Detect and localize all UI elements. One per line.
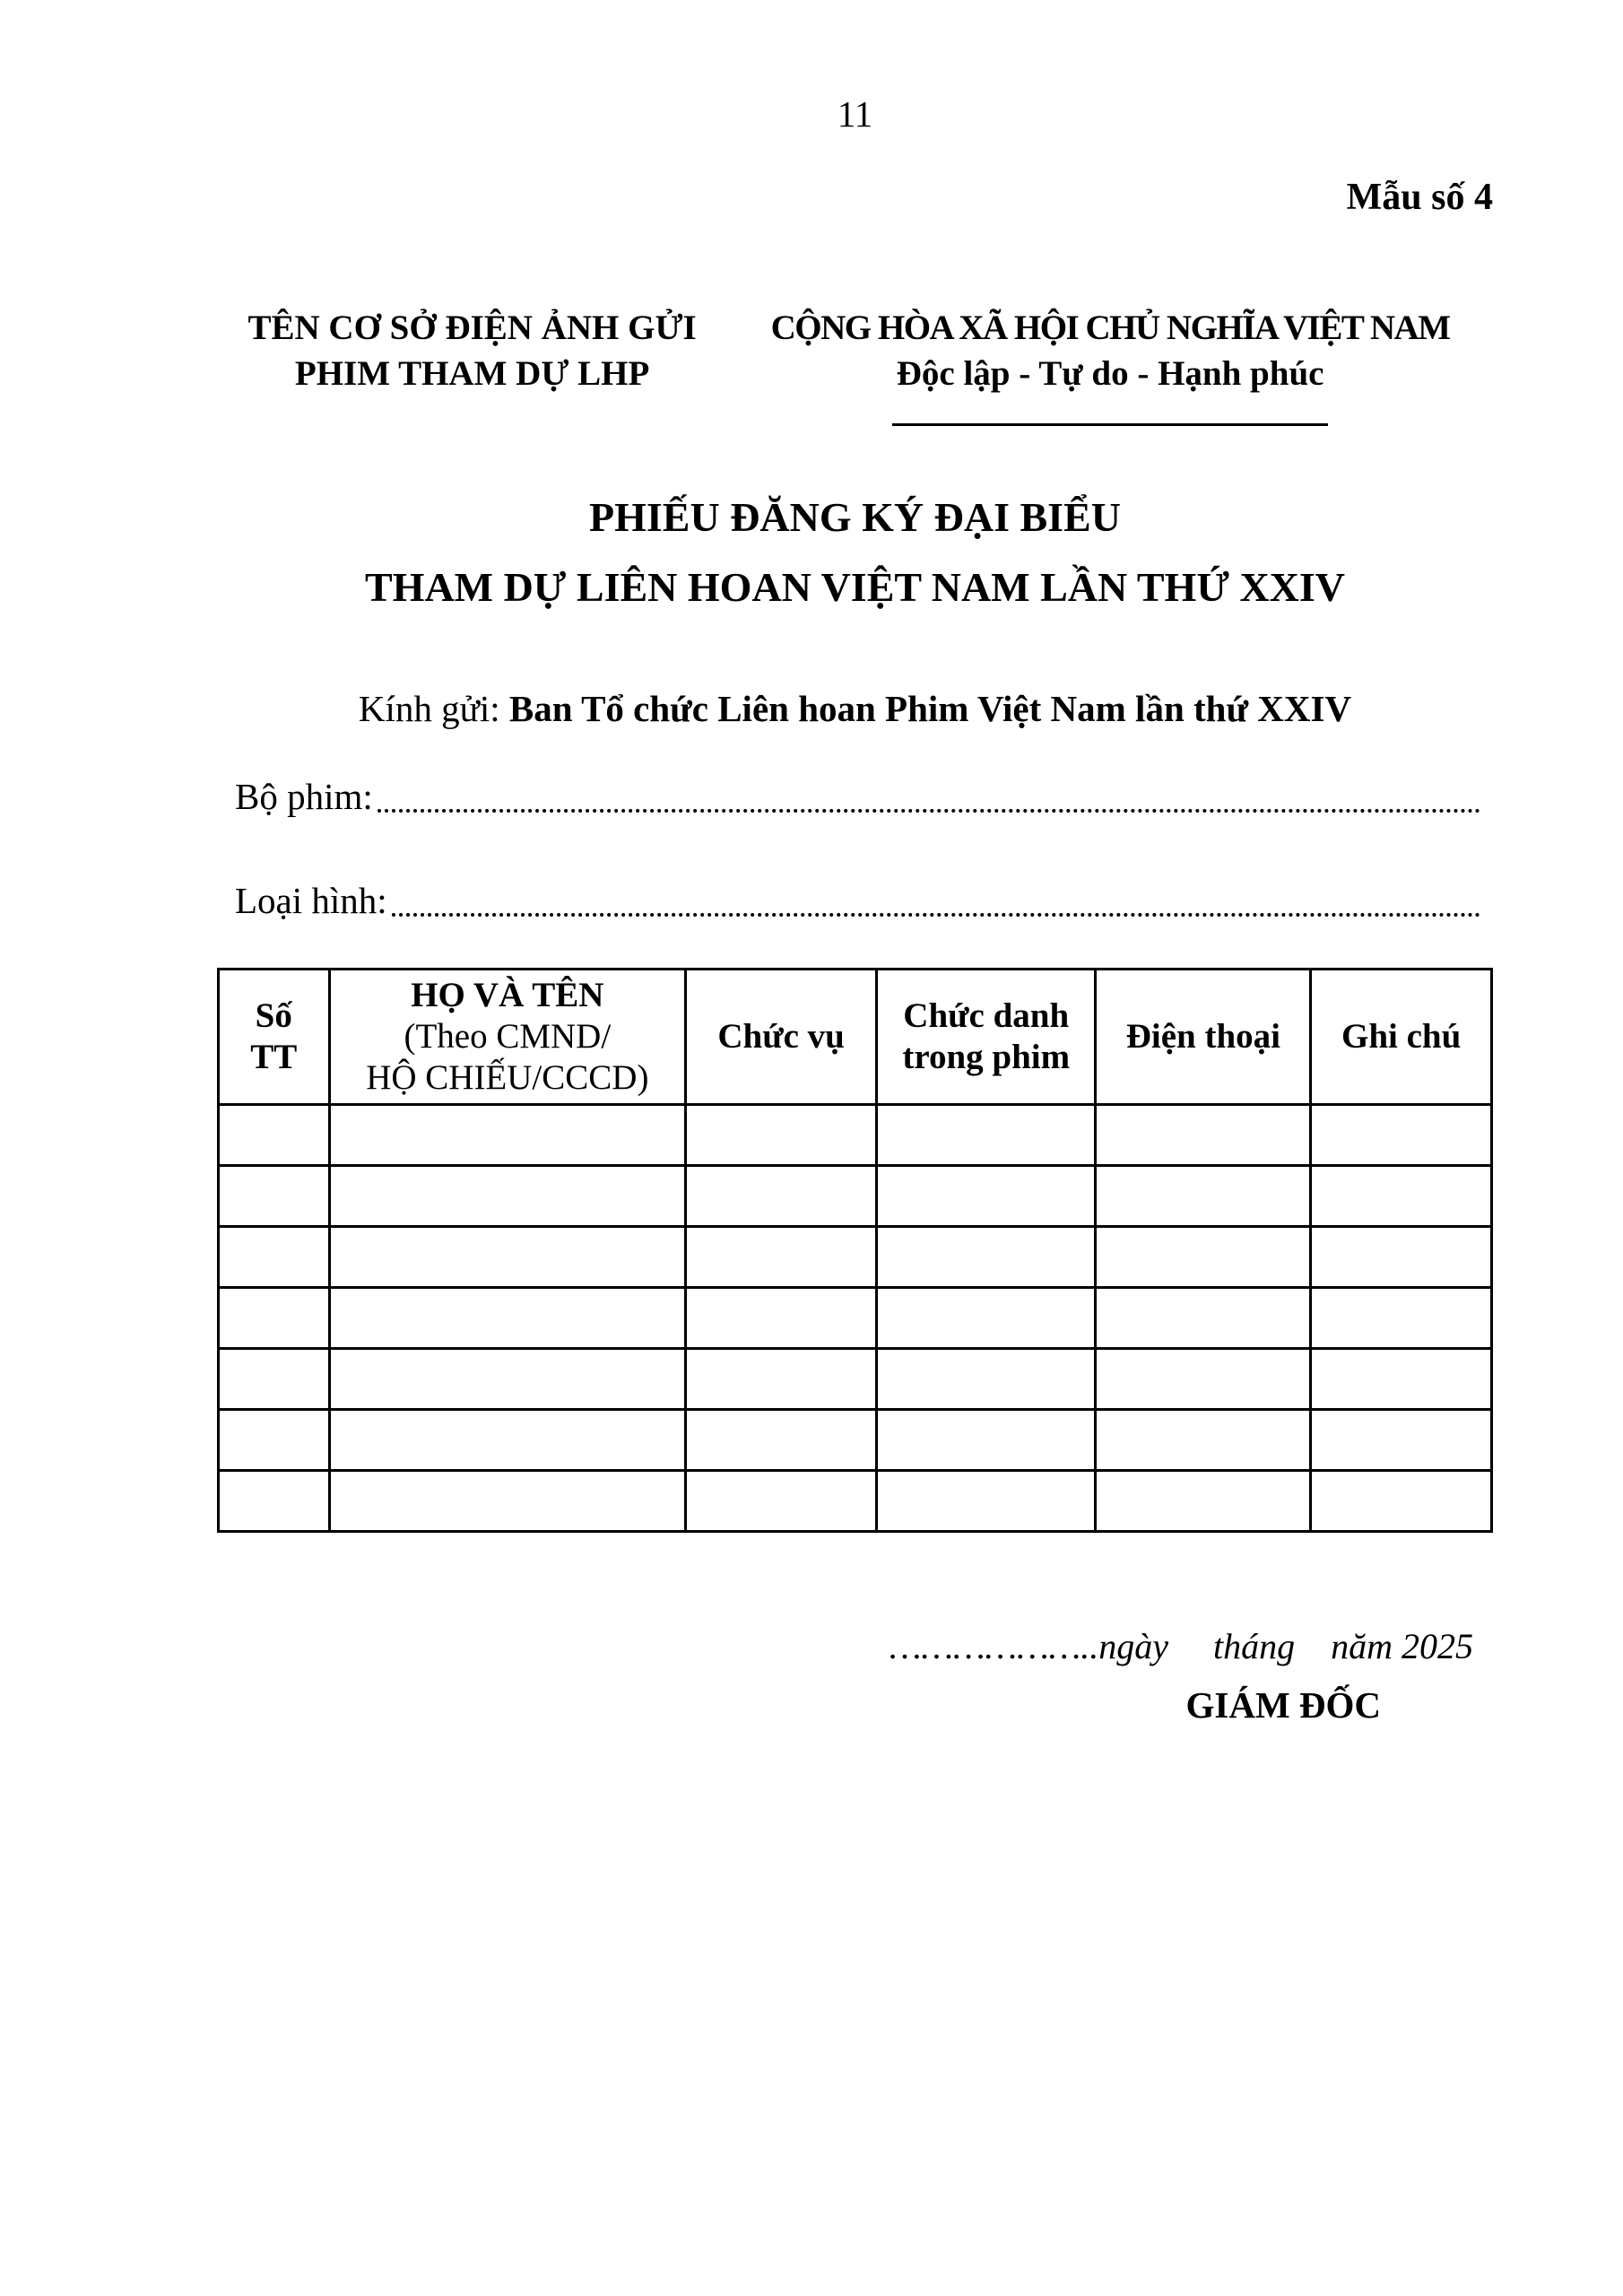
field-film-title-dotted-line (378, 809, 1480, 813)
table-cell (1311, 1166, 1492, 1227)
table-cell (1311, 1288, 1492, 1349)
table-row (219, 1227, 1492, 1288)
table-cell (686, 1471, 877, 1532)
delegate-table (217, 968, 1493, 1533)
table-cell (329, 1410, 686, 1471)
signature-block (217, 1624, 1493, 1728)
table-cell (877, 1166, 1096, 1227)
table-cell (329, 1349, 686, 1410)
sender-line1: TÊN CƠ SỞ ĐIỆN ẢNH GỬI (247, 309, 697, 347)
national-title: CỘNG HÒA XÃ HỘI CHỦ NGHĨA VIỆT NAM (770, 309, 1450, 347)
table-header-hoten (329, 970, 686, 1105)
table-header-chucdanh-line1: Chức danh (903, 996, 1070, 1035)
table-cell (1096, 1288, 1311, 1349)
salutation-recipient: Ban Tổ chức Liên hoan Phim Việt Nam lần thứ XXIV (508, 688, 1352, 729)
table-cell (877, 1227, 1096, 1288)
field-film-type-label: Loại hình: (235, 880, 387, 921)
signature-role: GIÁM ĐỐC (1185, 1684, 1381, 1726)
sender-block (217, 305, 727, 426)
table-header-stt-line1: Số (255, 996, 292, 1035)
table-cell (686, 1288, 877, 1349)
table-cell (219, 1349, 330, 1410)
salutation-line (217, 684, 1493, 733)
table-cell (686, 1105, 877, 1166)
table-header-stt (219, 970, 330, 1105)
field-film-type-dotted-line (392, 913, 1480, 917)
table-row (219, 1410, 1492, 1471)
document-title-line2: THAM DỰ LIÊN HOAN VIỆT NAM LẦN THỨ XXIV (364, 564, 1346, 610)
table-row (219, 1471, 1492, 1532)
table-cell (329, 1227, 686, 1288)
table-header-chucvu-line: Chức vụ (717, 1017, 845, 1056)
table-row (219, 1288, 1492, 1349)
table-row (219, 1349, 1492, 1410)
table-cell (329, 1166, 686, 1227)
signature-date-line: ………………..ngày tháng năm 2025 (889, 1626, 1473, 1666)
table-body (219, 1105, 1492, 1532)
table-header-hoten-main: HỌ VÀ TÊN (411, 976, 604, 1014)
field-film-type (217, 876, 1493, 925)
table-cell (1311, 1105, 1492, 1166)
document-content (217, 91, 1493, 1728)
document-title-line1: PHIẾU ĐĂNG KÝ ĐẠI BIỂU (589, 494, 1121, 540)
motto-underline (892, 423, 1328, 426)
table-cell (1311, 1227, 1492, 1288)
table-cell (686, 1410, 877, 1471)
table-cell (1096, 1227, 1311, 1288)
table-cell (219, 1166, 330, 1227)
table-header-ghichu (1311, 970, 1492, 1105)
table-cell (1096, 1105, 1311, 1166)
table-cell (1096, 1166, 1311, 1227)
table-header-ghichu-line: Ghi chú (1341, 1017, 1462, 1056)
table-cell (1311, 1471, 1492, 1532)
table-header-row (219, 970, 1492, 1105)
table-cell (219, 1471, 330, 1532)
table-header-chucdanh (877, 970, 1096, 1105)
form-number-label: Mẫu số 4 (1346, 177, 1493, 218)
table-cell (877, 1288, 1096, 1349)
table-cell (877, 1105, 1096, 1166)
table-header-stt-line2: TT (250, 1038, 298, 1076)
table-cell (219, 1227, 330, 1288)
document-title (217, 491, 1493, 614)
table-header (219, 970, 1492, 1105)
table-cell (219, 1105, 330, 1166)
table-cell (1096, 1349, 1311, 1410)
table-header-dienthoai-line: Điện thoại (1125, 1017, 1280, 1056)
table-cell (329, 1288, 686, 1349)
table-cell (219, 1288, 330, 1349)
sender-line2: PHIM THAM DỰ LHP (294, 354, 650, 393)
salutation-prefix: Kính gửi: (358, 688, 509, 729)
table-cell (877, 1349, 1096, 1410)
table-cell (877, 1471, 1096, 1532)
table-cell (1311, 1349, 1492, 1410)
field-film-title-label: Bộ phim: (235, 776, 373, 817)
field-film-title (217, 772, 1493, 821)
table-cell (329, 1105, 686, 1166)
table-cell (877, 1410, 1096, 1471)
table-cell (686, 1166, 877, 1227)
table-cell (1096, 1471, 1311, 1532)
table-cell (1311, 1410, 1492, 1471)
table-row (219, 1166, 1492, 1227)
table-cell (329, 1471, 686, 1532)
page-number: 11 (837, 93, 873, 135)
table-cell (686, 1349, 877, 1410)
table-header-dienthoai (1096, 970, 1311, 1105)
table-header-chucdanh-line2: trong phim (902, 1038, 1071, 1076)
table-cell (219, 1410, 330, 1471)
table-cell (1096, 1410, 1311, 1471)
table-header-hoten-sub2: HỘ CHIẾU/CCCD) (366, 1058, 649, 1097)
national-motto: Độc lập - Tự do - Hạnh phúc (896, 354, 1324, 393)
document-header (217, 305, 1493, 426)
table-header-hoten-sub1: (Theo CMND/ (404, 1017, 612, 1056)
table-header-chucvu (686, 970, 877, 1105)
national-header-block (727, 305, 1493, 426)
table-cell (686, 1227, 877, 1288)
table-row (219, 1105, 1492, 1166)
